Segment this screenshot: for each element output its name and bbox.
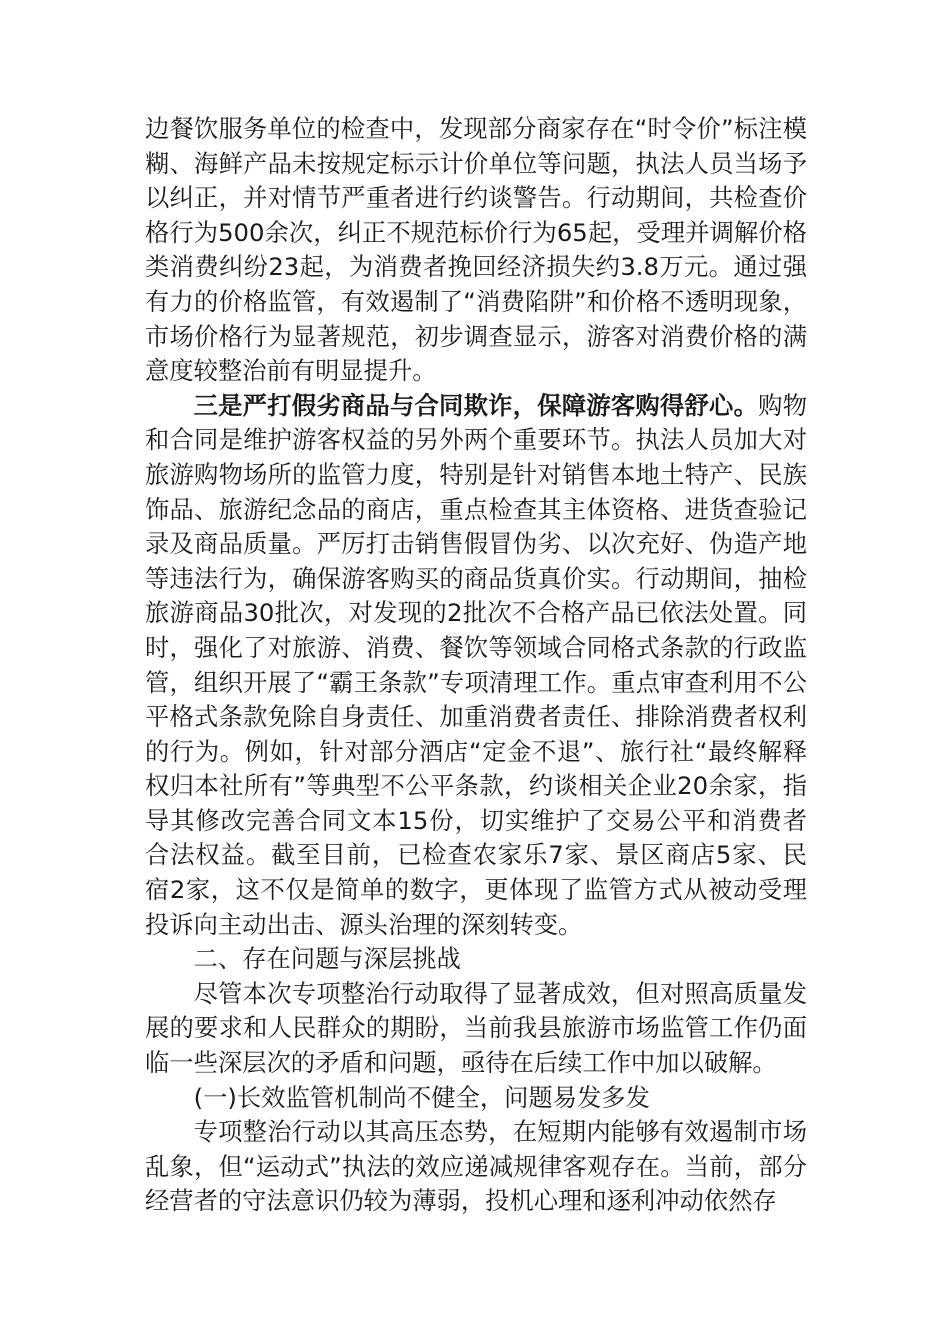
paragraph-lead-sentence: 三是严打假劣商品与合同欺诈，保障游客购得舒心。 (193, 390, 759, 420)
body-paragraph (145, 112, 807, 389)
section-heading: 二、存在问题与深层挑战 (193, 944, 461, 974)
document-page (145, 112, 807, 1219)
body-paragraph (145, 977, 807, 1081)
paragraph-text: 边餐饮服务单位的检查中，发现部分商家存在“时令价”标注模糊、海鲜产品未按规定标示计价单位等问题，执法人员当场予以纠正，并对情节严重者进行约谈警告。行动期间，共检查价格行为500余次，纠正不规范标价行为65起，受理并调解价格类消费纠纷23起，为消费者挽回经济损失约3.8万元。通过强有力的价格监管，有效遏制了“消费陷阱”和价格不透明现象，市场价格行为显著规范，初步调查显示，游客对消费价格的满意度较整治前有明显提升。 (145, 114, 807, 386)
body-paragraph (145, 389, 807, 943)
paragraph-text: 尽管本次专项整治行动取得了显著成效，但对照高质量发展的要求和人民群众的期盼，当前我县旅游市场监管工作仍面临一些深层次的矛盾和问题，亟待在后续工作中加以破解。 (145, 978, 807, 1078)
paragraph-text: 购物和合同是维护游客权益的另外两个重要环节。执法人员加大对旅游购物场所的监管力度，特别是针对销售本地土特产、民族饰品、旅游纪念品的商店，重点检查其主体资格、进货查验记录及商品质量。严厉打击销售假冒伪劣、以次充好、伪造产地等违法行为，确保游客购买的商品货真价实。行动期间，抽检旅游商品30批次，对发现的2批次不合格产品已依法处置。同时，强化了对旅游、消费、餐饮等领域合同格式条款的行政监管，组织开展了“霸王条款”专项清理工作。重点审查利用不公平格式条款免除自身责任、加重消费者责任、排除消费者权利的行为。例如，针对部分酒店“定金不退”、旅行社“最终解释权归本社所有”等典型不公平条款，约谈相关企业20余家，指导其修改完善合同文本15份，切实维护了交易公平和消费者合法权益。截至目前，已检查农家乐7家、景区商店5家、民宿2家，这不仅是简单的数字，更体现了监管方式从被动受理投诉向主动出击、源头治理的深刻转变。 (145, 390, 807, 939)
body-paragraph (145, 1115, 807, 1219)
paragraph-text: 专项整治行动以其高压态势，在短期内能够有效遏制市场乱象，但“运动式”执法的效应递减规律客观存在。当前，部分经营者的守法意识仍较为薄弱，投机心理和逐利冲动依然存 (145, 1117, 807, 1216)
subsection-heading: (一)长效监管机制尚不健全，问题易发多发 (193, 1082, 650, 1112)
